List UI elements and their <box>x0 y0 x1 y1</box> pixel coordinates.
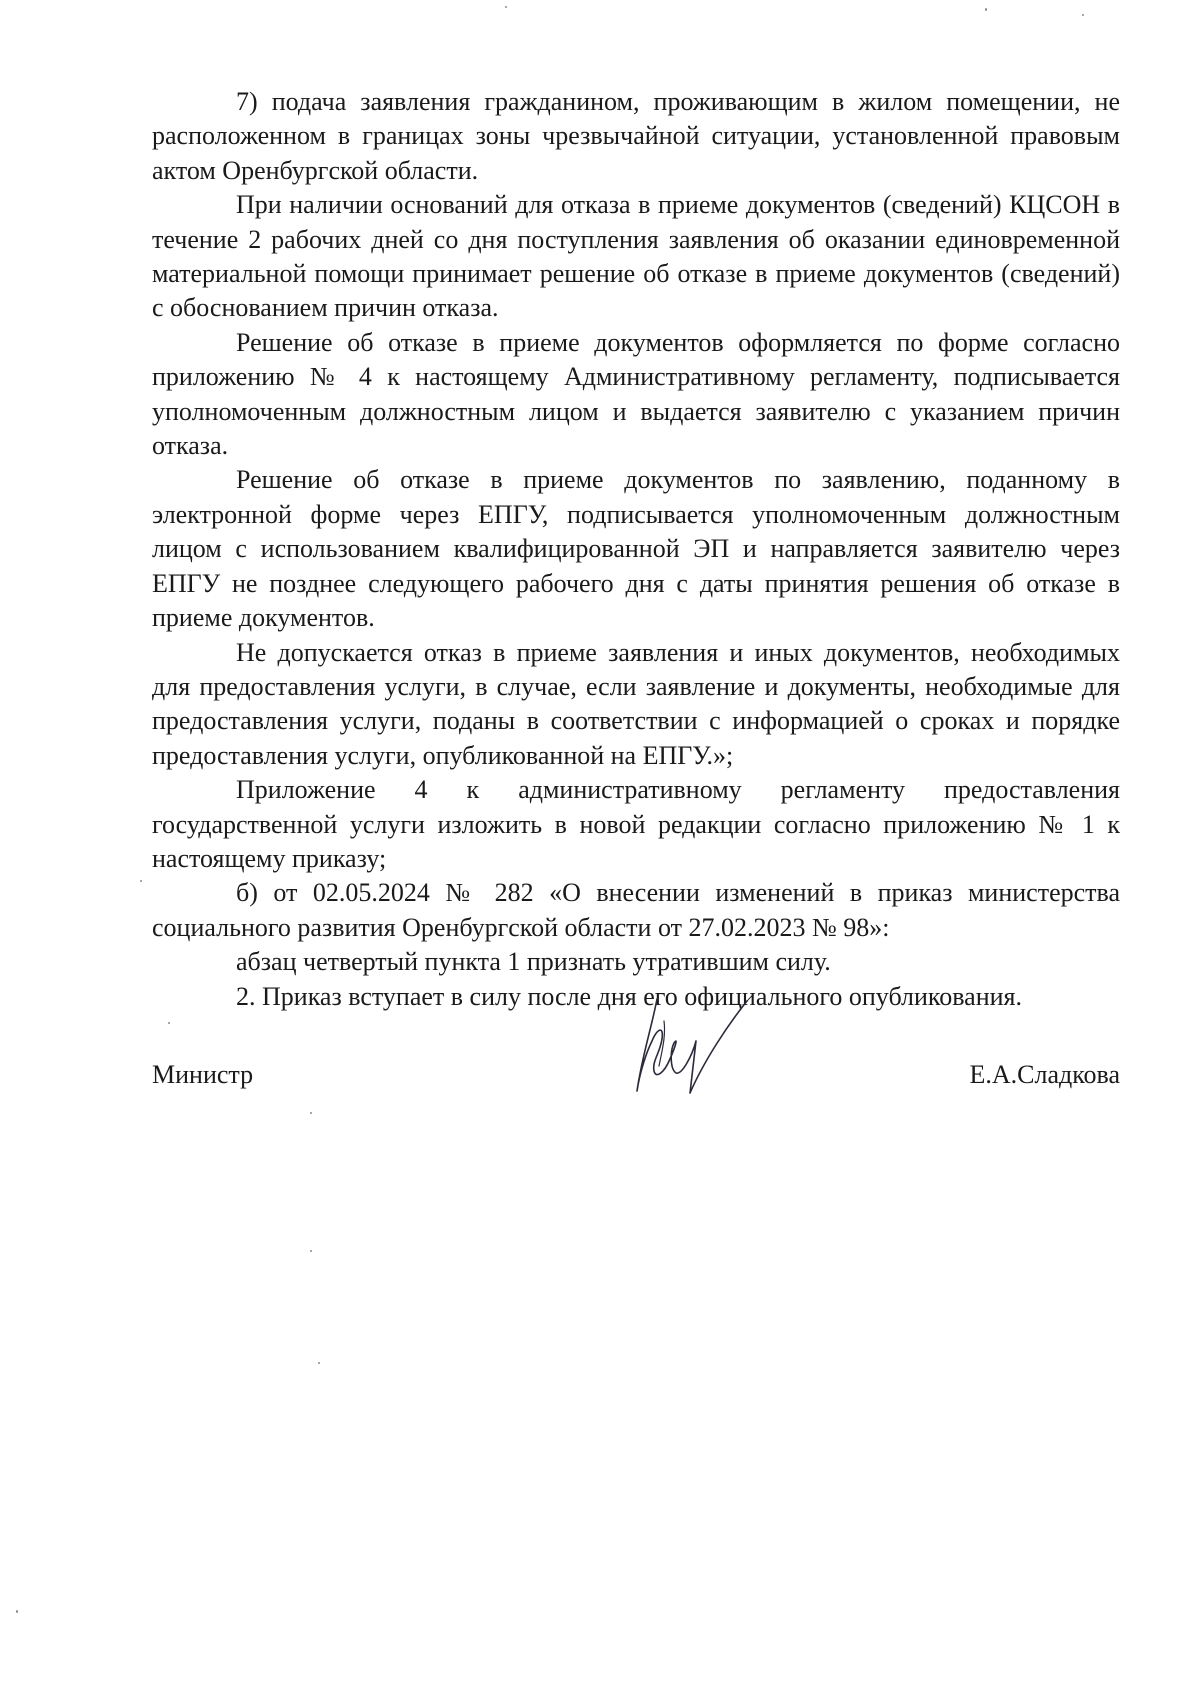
scan-speck <box>1082 14 1084 16</box>
paragraph-effective: 2. Приказ вступает в силу после дня его официального опубликования. <box>236 981 1022 1011</box>
scan-speck <box>318 1362 320 1364</box>
document-body <box>152 85 1120 1014</box>
paragraph-abzac: абзац четвертый пункта 1 признать утратившим силу. <box>236 947 831 977</box>
scan-speck <box>140 880 142 882</box>
signer-name: Е.А.Сладкова <box>969 1060 1120 1089</box>
paragraph-item-7: 7) подача заявления гражданином, проживающим в жилом помещении, не расположенном в границах зоны чрезвычайной ситуации, установленной правовым актом Оренбургской области. <box>152 87 1120 185</box>
scan-speck <box>310 1250 312 1252</box>
paragraph-order-282: б) от 02.05.2024 № 282 «О внесении изменений в приказ министерства социального развития Оренбургской области от 27.02.2023 № 98»: <box>152 878 1120 942</box>
scan-speck <box>985 8 987 11</box>
scan-speck <box>168 1022 170 1024</box>
paragraph-refusal-grounds: При наличии оснований для отказа в приеме документов (сведений) КЦСОН в течение 2 рабочих дней со дня поступления заявления об оказании единовременной материальной помощи принимает решение об отказе в приеме документов (сведений) с обоснованием причин отказа. <box>152 190 1120 323</box>
signer-title: Министр <box>152 1060 254 1089</box>
paragraph-refusal-electronic: Решение об отказе в приеме документов по заявлению, поданному в электронной форме через ЕПГУ, подписывается уполномоченным должностным лицом с использованием квалифицированной ЭП и направляется заявителю через ЕПГУ не позднее следующего рабочего дня с даты принятия решения об отказе в приеме документов. <box>152 465 1120 633</box>
scan-speck <box>505 6 507 8</box>
signature-block <box>152 1046 1120 1106</box>
paragraph-refusal-form: Решение об отказе в приеме документов оформляется по форме согласно приложению № 4 к настоящему Административному регламенту, подписывается уполномоченным должностным лицом и выдается заявителю с указанием причин отказа. <box>152 327 1120 461</box>
paragraph-appendix-4: Приложение 4 к административному регламенту предоставления государственной услуги изложить в новой редакции согласно приложению № 1 к настоящему приказу; <box>152 775 1120 873</box>
paragraph-refusal-not-allowed: Не допускается отказ в приеме заявления и иных документов, необходимых для предоставления услуги, в случае, если заявление и документы, необходимые для предоставления услуги, поданы в соответствии с информацией о сроках и порядке предоставления услуги, опубликованной на ЕПГУ.»; <box>152 637 1120 770</box>
handwritten-signature <box>612 981 752 1101</box>
scan-speck <box>310 1112 312 1114</box>
scan-speck <box>16 1610 18 1613</box>
